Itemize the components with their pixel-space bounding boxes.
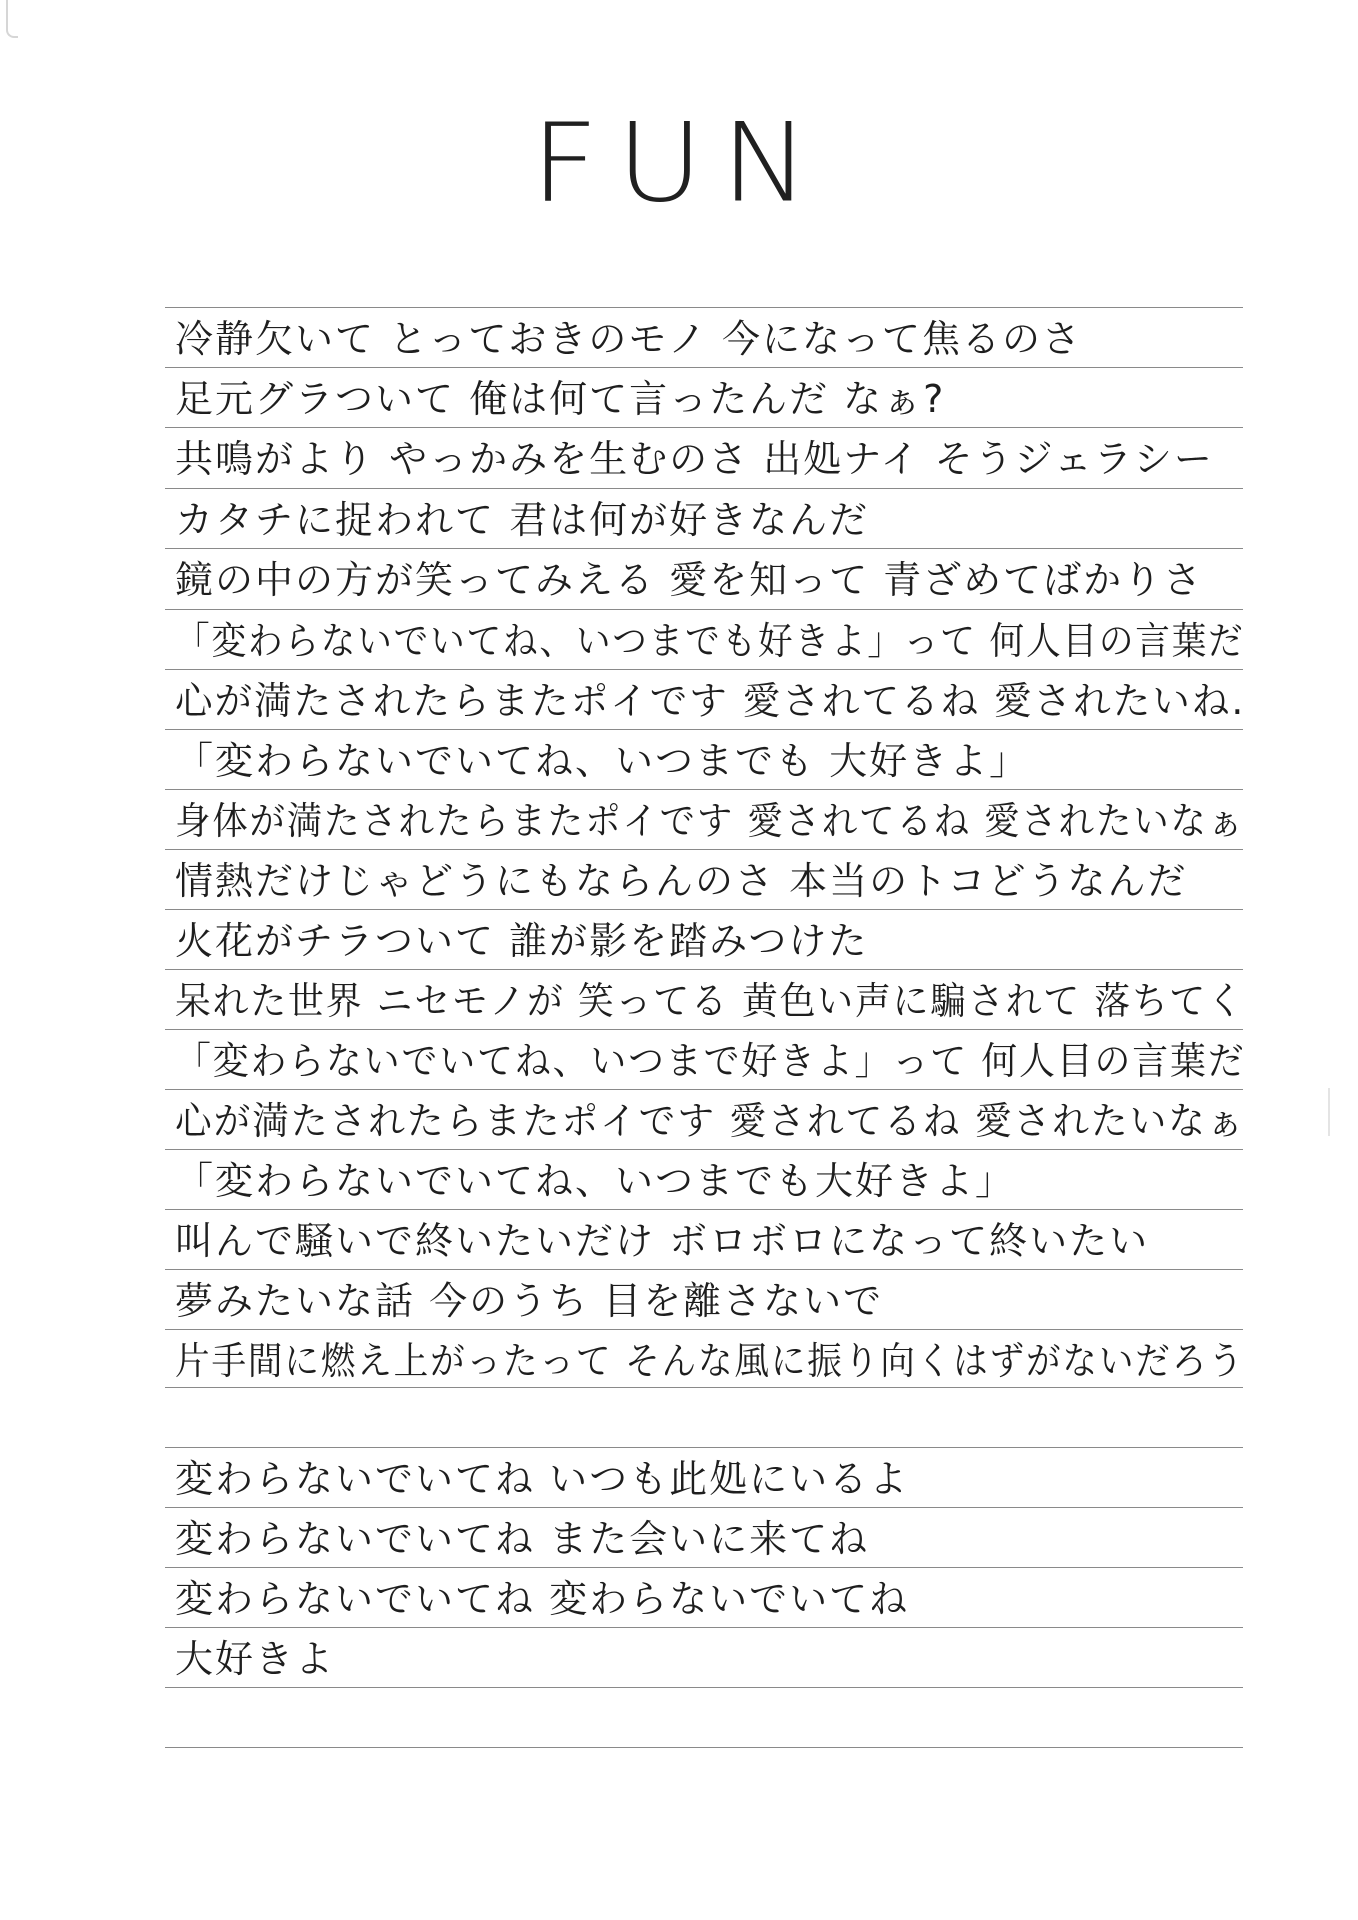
ruled-line [165,1149,1243,1150]
ruled-line [165,1507,1243,1508]
ruled-line [165,427,1243,428]
lyric-line: 叫んで騒いで終いたいだけ ボロボロになって終いたい [175,1219,1150,1263]
ruled-line [165,1029,1243,1030]
lyric-line: 共鳴がより やっかみを生むのさ 出処ナイ そうジェラシー [175,437,1214,481]
ruled-line [165,969,1243,970]
ruled-line [165,1447,1243,1448]
ruled-line [165,609,1243,610]
ruled-line [165,729,1243,730]
lyric-line: 「変わらないでいてね、いつまで好きよ」って 何人目の言葉だ [175,1039,1246,1083]
lyric-line: 「変わらないでいてね、いつまでも 大好きよ」 [175,739,1030,783]
ruled-line [165,488,1243,489]
song-title: FUN [530,99,828,227]
ruled-line [165,1209,1243,1210]
ruled-line [165,849,1243,850]
lyric-line: 大好きよ [175,1637,336,1681]
lyric-line: 身体が満たされたらまたポイです 愛されてるね 愛されたいなぁ [175,799,1246,843]
ruled-line [165,548,1243,549]
lyric-line: 冷静欠いて とっておきのモノ 今になって焦るのさ [175,317,1083,361]
lyric-line: 足元グラついて 俺は何て言ったんだ なぁ? [175,377,946,421]
lyric-line: 呆れた世界 ニセモノが 笑ってる 黄色い声に騙されて 落ちてく [175,979,1245,1023]
lyric-line: 変わらないでいてね いつも此処にいるよ [175,1457,910,1501]
ruled-line [165,1627,1243,1628]
lyric-line: 変わらないでいてね 変わらないでいてね [175,1577,910,1621]
lyric-line: 変わらないでいてね また会いに来てね [175,1517,870,1561]
ruled-line [165,1329,1243,1330]
ruled-line [165,1089,1243,1090]
ruled-line [165,307,1243,308]
lyric-line: 「変わらないでいてね、いつまでも好きよ」って 何人目の言葉だ [175,619,1245,663]
lyric-line: カタチに捉われて 君は何が好きなんだ [175,498,870,542]
ruled-line [165,1567,1243,1568]
lyric-line: 火花がチラついて 誰が影を踏みつけた [175,919,869,963]
ruled-line [165,1747,1243,1748]
ruled-line [165,669,1243,670]
lyric-line: 情熱だけじゃどうにもならんのさ 本当のトコどうなんだ [175,859,1188,903]
lyric-line: 片手間に燃え上がったって そんな風に振り向くはずがないだろう [175,1339,1245,1383]
lyric-line: 心が満たされたらまたポイです 愛されてるね 愛されたいなぁ [175,1099,1246,1143]
lyric-line: 心が満たされたらまたポイです 愛されてるね 愛されたいね. [175,679,1246,723]
ruled-line [165,1687,1243,1688]
ruled-line [165,367,1243,368]
scan-corner-mark [6,0,18,38]
lyric-line: 「変わらないでいてね、いつまでも大好きよ」 [175,1159,1016,1203]
ruled-line [165,789,1243,790]
ruled-line [165,909,1243,910]
scan-edge-mark [1328,1088,1330,1136]
lyric-line: 鏡の中の方が笑ってみえる 愛を知って 青ざめてばかりさ [175,558,1204,602]
lyric-line: 夢みたいな話 今のうち 目を離さないで [175,1279,884,1323]
ruled-line [165,1269,1243,1270]
